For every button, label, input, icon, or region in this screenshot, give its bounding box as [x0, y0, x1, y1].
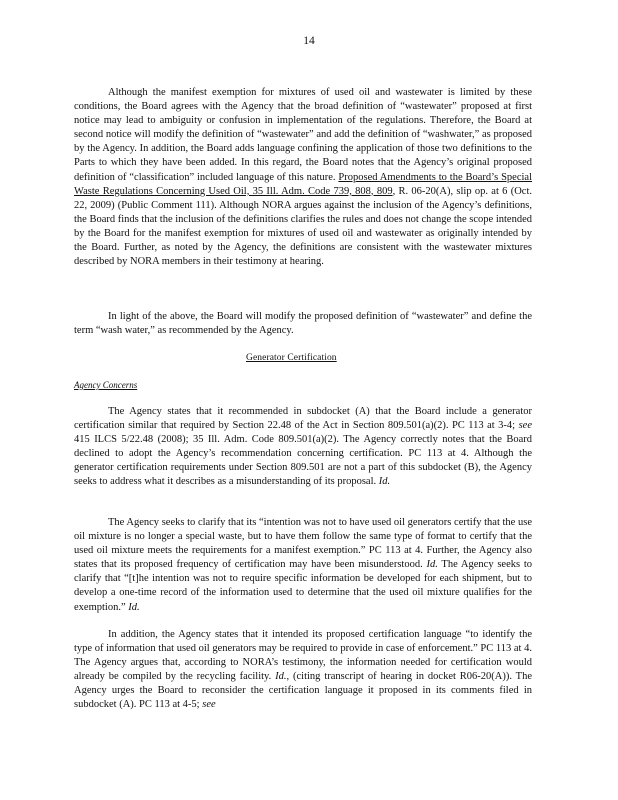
subsection-heading: Agency Concerns — [74, 380, 138, 390]
citation-id: Id. — [128, 601, 140, 613]
paragraph-text: Although the manifest exemption for mixtures of used oil and wastewater is limited by these conditions, the Board agrees with the Agency that the broad definition of “wastewater” proposed at first notice may lead to ambiguity or confusion in implementation of the regulations. Therefore, the Board at second notice will modify the definition of “wastewater” and add the definition of “washwater,” as proposed by the Agency. In addition, the Board adds language confining the application of those two definitions to the Parts to which they have been added. In this regard, the Board notes that the Agency’s original proposed definition of “classification” included language of this nature. — [74, 87, 532, 183]
paragraph-text: 415 ILCS 5/22.48 (2008); 35 Ill. Adm. Code 809.501(a)(2). The Agency correctly notes that the Board declined to adopt the Agency’s recommendation concerning certification. PC 113 at 4. Although the generator certification requirements under Section 809.501 are not a part of this subdocket (B), the Agency seeks to address what it describes as a misunderstanding of its proposal. — [74, 434, 532, 488]
paragraph-conclusion: In light of the above, the Board will modify the proposed definition of “wastewater” and define the term “wash water,” as recommended by the Agency. — [74, 311, 532, 337]
citation-underlined: Proposed Amendments to the Board’s Special Waste Regulations Concerning Used Oil, 35 Ill. Adm. Code 739, 808, 809 — [74, 171, 532, 197]
paragraph-text: , (citing transcript of hearing in docket R06-20(A)). The Agency urges the Board to reconsider the certification language it proposed in its comments filed in subdocket (A). PC 113 at 4-5; — [74, 671, 532, 711]
paragraph-text: The Agency states that it recommended in subdocket (A) that the Board include a generator certification similar that required by Section 22.48 of the Act in Section 809.501(a)(2). PC 113 at 3-4; — [74, 406, 532, 432]
page-number: 14 — [303, 35, 315, 47]
citation-id: Id. — [378, 476, 391, 488]
paragraph-agency-recommendation — [74, 405, 532, 490]
paragraph-text: The Agency seeks to clarify that its “intention was not to have used oil generators certify that the use oil mixture is no longer a special waste, but to have them follow the same type of format to certify that the used oil mixture meets the requirements for a manifest exemption.” PC 113 at 4. Further, the Agency also states that its proposed frequency of certification may have been misunderstood. — [74, 517, 532, 571]
paragraph-wastewater-definition — [74, 86, 532, 269]
paragraph-agency-clarification — [74, 516, 532, 615]
citation-signal: see — [202, 699, 216, 711]
paragraph-text: The Agency seeks to clarify that “[t]he intention was not to require specific information be developed for each shipment, but to develop a one-time record of the information used to determine that the used oil mixture qualifies for the exemption.” — [74, 559, 533, 613]
citation-id: Id. — [275, 671, 287, 683]
paragraph-text: , R. 06-20(A), slip op. at 6 (Oct. 22, 2009) (Public Comment 111). Although NORA argues against the inclusion of the Agency’s definitions, the Board finds that the inclusion of the definitions clarifies the rules and does not change the scope intended by the Board for the manifest exemption for mixtures of used oil and wastewater as originally intended by the Board. Further, as noted by the Agency, the definitions are consistent with the wastewater mixtures described by NORA members in their testimony at hearing. — [74, 185, 532, 268]
citation-id: Id. — [426, 559, 438, 571]
citation-signal: see — [518, 420, 532, 432]
paragraph-agency-intent — [74, 628, 532, 713]
section-heading: Generator Certification — [246, 353, 337, 363]
paragraph-text: In addition, the Agency states that it intended its proposed certification language “to identify the type of information that used oil generators may be required to provide in case of enforcement.” PC 113 at 4. The Agency argues that, according to NORA’s testimony, the information needed for certification would already be compiled by the recycling facility. — [74, 629, 532, 683]
